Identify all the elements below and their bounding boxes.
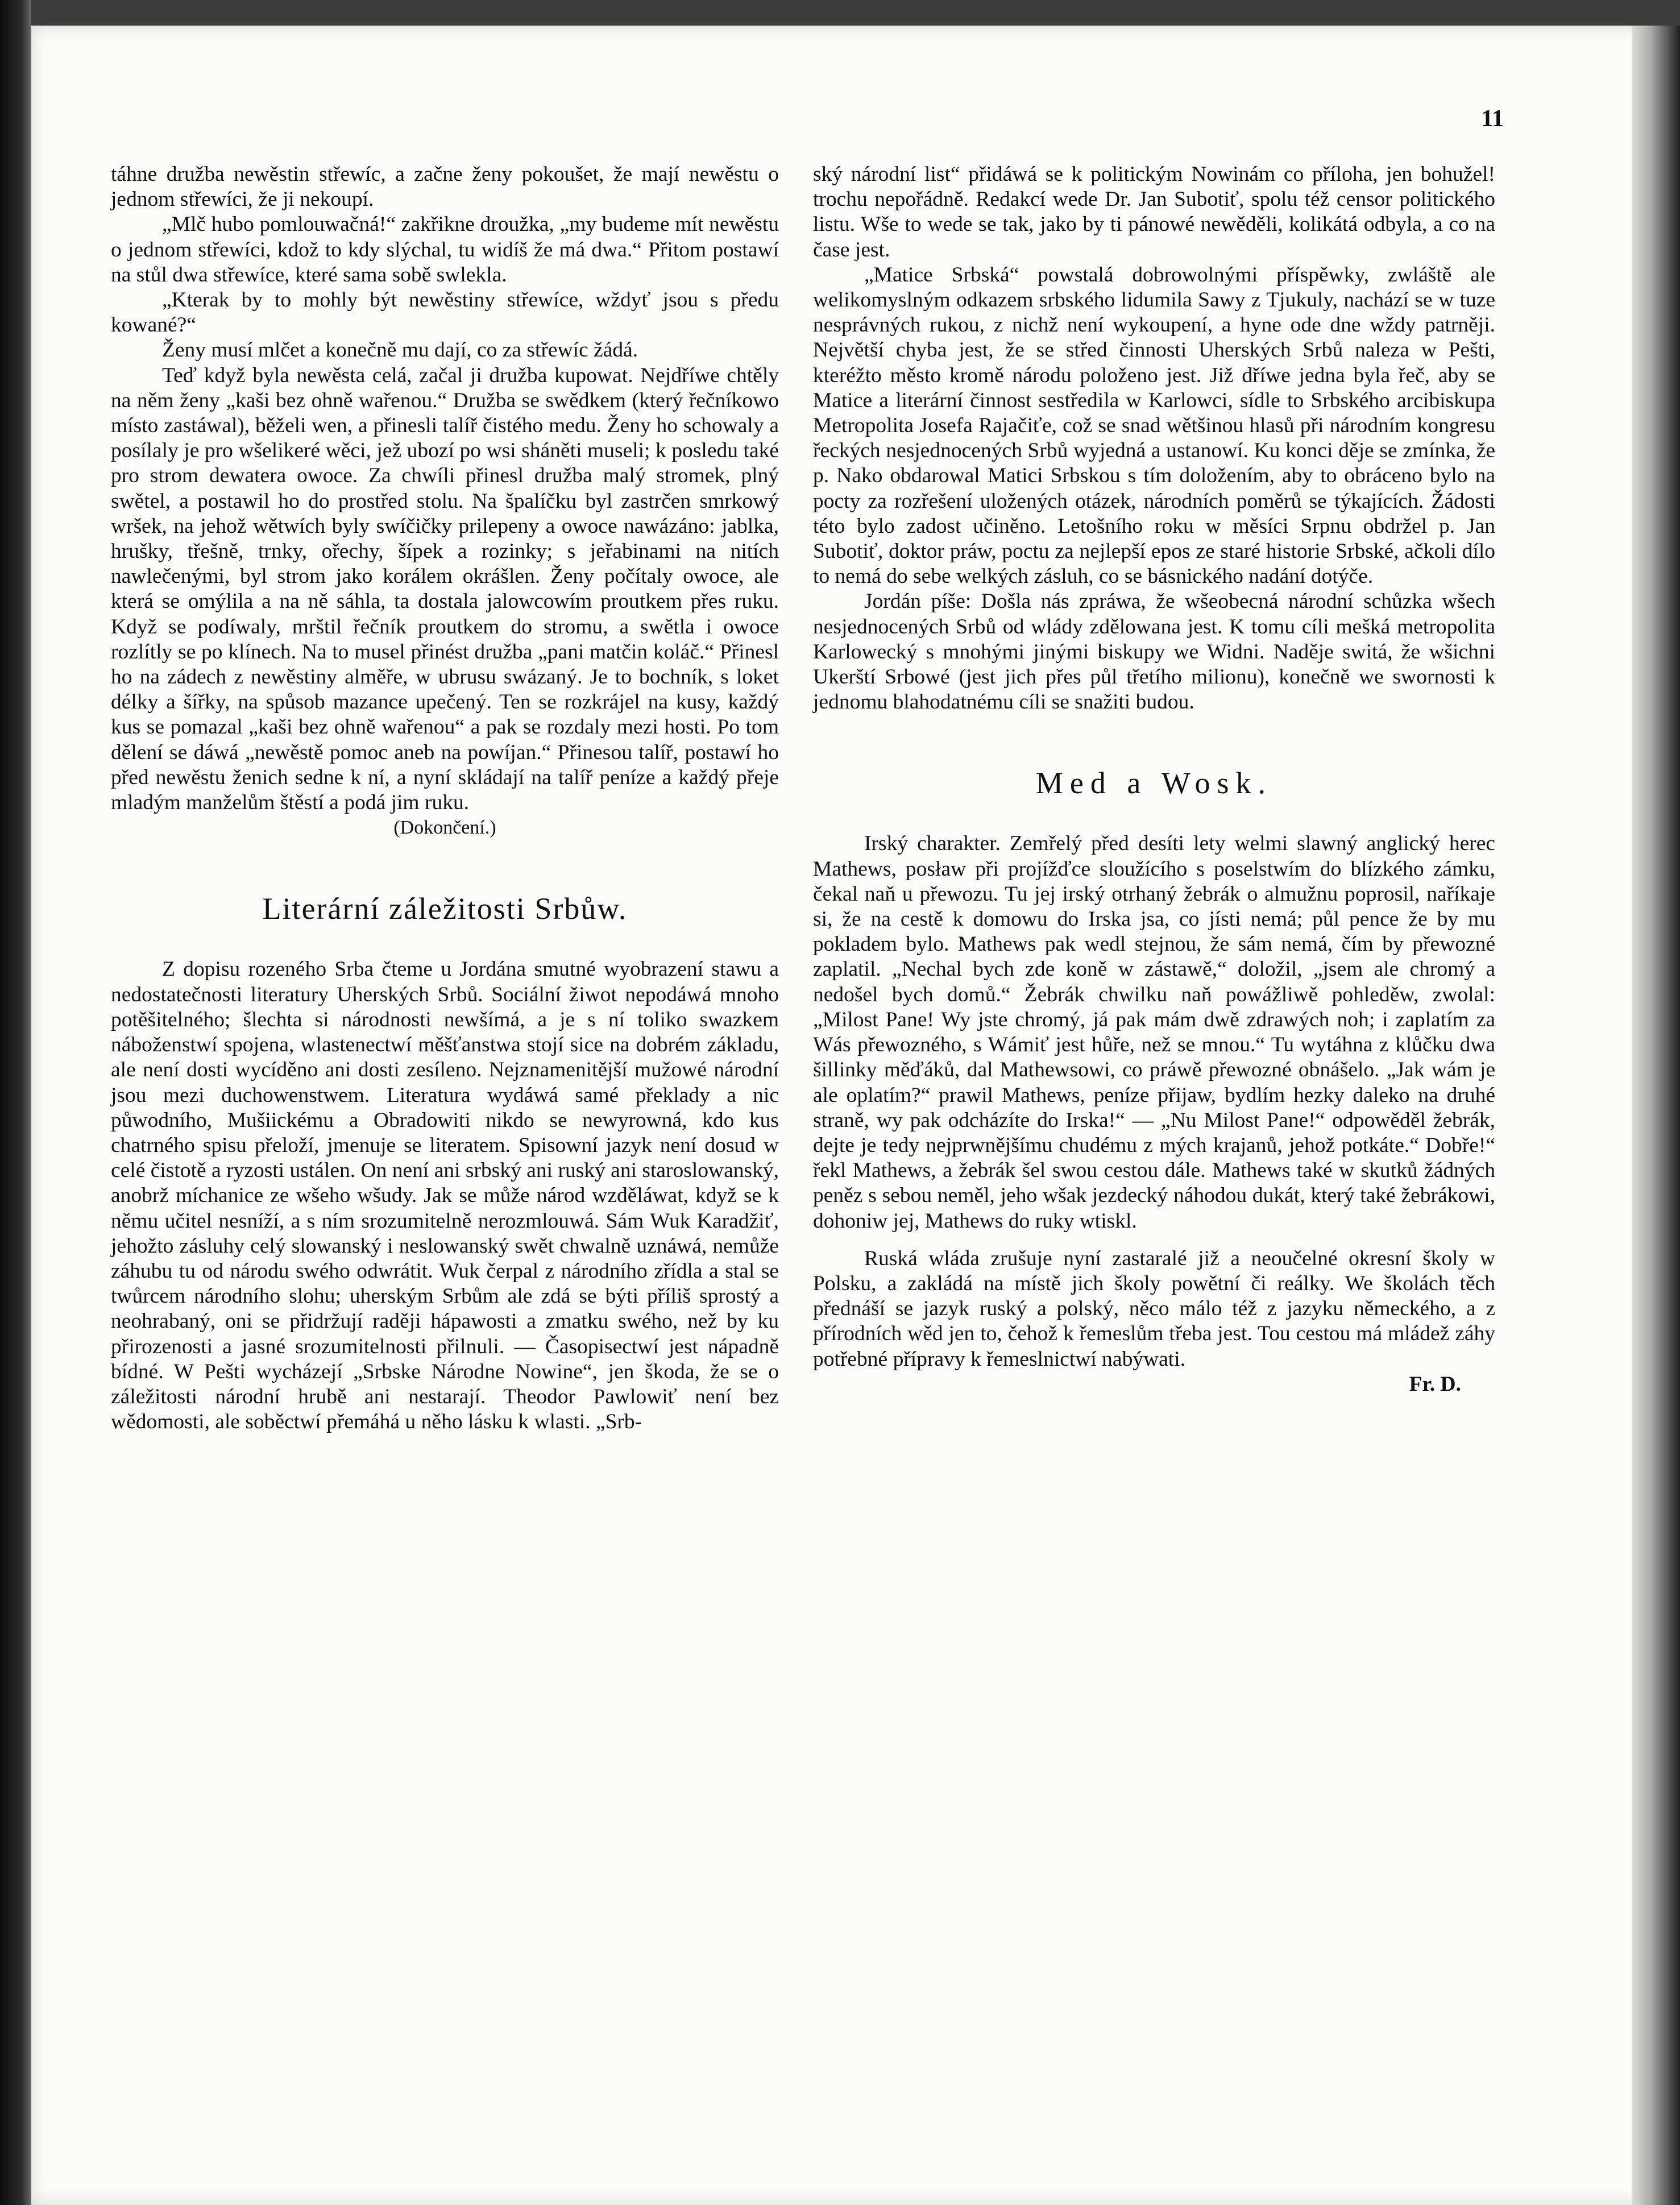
- left-paragraph-1: táhne družba newěstin střewíc, a začne ženy pokoušet, že mají newěstu o jednom střewíci, že ji nekoupí.: [111, 163, 779, 212]
- right-paragraph-2: „Matice Srbská“ powstalá dobrowolnými příspěwky, zwláště ale welikomyslným odkazem srbského lidumila Sawy z Tjukuly, nachází se w tuze nesprávných rukou, z nichž není wykoupení, a hyne ode dne wždy patrněji. Největší chyba jest, že se střed činnosti Uherských Srbů naleza w Pešti, kteréžto město kromě národu položeno jest. Již dříwe jedna byla řeč, aby se Matice a literární činnost sestředila w Karlowci, sídle to Srbského arcibiskupa Metropolita Josefa Rajačiťe, což se snad wětšinou hlasů při národním kongresu řeckých nesjednocených Srbů wyjedná a ustanowí. Ku konci děje se zmínka, že p. Nako obdarowal Matici Srbskou s tím doložením, aby to obráceno bylo na pocty za rozřešení uložených otázek, národních poměrů se týkajících. Žádosti této bylo zadost učiněno. Letošního roku w měsíci Srpnu obdržel p. Jan Subotiť, doktor práw, poctu za nejlepší epos ze staré historie Srbské, ačkoli dílo to nemá do sebe welkých zásluh, co se básnického nadání dotýče.: [813, 263, 1495, 588]
- page-number: 11: [1481, 106, 1504, 132]
- scan-binding-shadow: [0, 0, 31, 2205]
- continued-note: (Dokončení.): [393, 817, 496, 839]
- right-column: [813, 162, 1495, 1397]
- section-paragraph-1: Irský charakter. Zemřelý před desíti lety welmi slawný anglický herec Mathews, posław při projížďce sloužícího s poselstwím do blízkého zámku, čekal naň u přewozu. Tu jej irský otrhaný žebrák o almužnu poprosil, naříkaje si, že na cestě k domowu do Irska jsa, co jísti nemá; půl pence že by mu pokladem bylo. Mathews pak wedl stejnou, že sám nemá, čím by přewozné zaplatil. „Nechal bych zde koně w zástawě,“ doložil, „jsem ale chromý a nedošel bych domů.“ Žebrák chwilku naň powážliwě pohleděw, zwolal: „Milost Pane! Wy jste chromý, já pak mám dwě zdrawých noh; i zaplatím za Wás přewozného, s Wámiť jest hůře, než se mnou.“ Tu wytáhna z klůčku dwa šillinky měďáků, dal Mathewsowi, co práwě přewozné obnášelo. „Jak wám je ale oplatím?“ prawil Mathews, peníze přijaw, bydlím hezky daleko na druhé straně, wy pak odcházíte do Irska!“ — „Nu Milost Pane!“ odpowěděl žebrák, dejte je tedy nejprwnějšímu chudému z mých krajanů, jehož potkáte.“ Dobře!“ řekl Mathews, a žebrák šel swou cestou dále. Mathews také w skutků žádných peněz s sebou neměl, jeho wšak jezdecký náhodou dukát, který také žebrákowi, dohoniw jej, Mathews do ruky wtiskl.: [813, 832, 1495, 1233]
- right-paragraph-3: Jordán píše: Došla nás zpráwa, že wšeobecná národní schůzka wšech nesjednocených Srbů od wlády zdělowana jest. K tomu cíli mešká metropolita Karlowecký s mnohými jinými biskupy we Widni. Naděje switá, že wšichni Ukerští Srbowé (jest jich přes půl třetího milionu), konečně we swornosti k jednomu blahodatnému cíli se snažiti budou.: [813, 590, 1495, 714]
- left-paragraph-3: „Kterak by to mohly být newěstiny střewíce, wždyť jsou s předu kowané?“: [111, 288, 779, 337]
- left-column: [111, 162, 779, 1435]
- section-title-med-a-wosk: Med a Wosk.: [1035, 766, 1273, 801]
- left-paragraph-2: „Mlč hubo pomlouwačná!“ zakřikne droužka, „my budeme mít newěstu o jednom střewíci, kdož to kdy slýchal, tu widíš že má dwa.“ Přitom postawí na stůl dwa střewíce, které sama sobě swlekla.: [111, 213, 779, 287]
- section-paragraph-2: Ruská wláda zrušuje nyní zastaralé již a neoučelné okresní školy w Polsku, a zakládá na místě jich školy powětní či reálky. We školách těch přednáší se jazyk ruský a polský, něco málo též z jazyku německého, a z přírodních wěd jen to, čehož k řemeslům třeba jest. Tou cestou má mládež záhy potřebné přípravy k řemeslnictwí nabýwati.: [813, 1246, 1495, 1371]
- left-paragraph-4: Ženy musí mlčet a konečně mu dají, co za střewíc žádá.: [162, 338, 638, 362]
- article-paragraph-1: Z dopisu rozeného Srba čteme u Jordána smutné wyobrazení stawu a nedostatečnosti literatury Uherských Srbů. Sociální žiwot nepodáwá mnoho potěšitelného; šlechta si národnosti newšímá, a je s ní toliko swazkem náboženstwí spojena, wlastenectwí měšťanstwa stojí sice na dobrém základu, ale není dosti wycíděno ani dosti zesíleno. Nejznamenitější mužowé národní jsou mezi duchowenstwem. Literatura wydáwá samé překlady a nic půwodního, Mušiickému a Obradowiti nikdo se newyrowná, kdo kus chatrného spisu přeloží, jmenuje se literatem. Spisowní jazyk není dosud w celé čistotě a ryzosti ustálen. On není ani srbský ani ruský ani staroslowanský, anobrž míchanice ze wšeho wšudy. Jak se může národ wzděláwat, když se k němu učitel nesníží, a s ním srozumitelně nerozmlouwá. Sám Wuk Karadžiť, jehožto zásluhy celý slowanský i neslowanský swět chwalně uznáwá, nemůže záhubu tu od národu swého odwrátit. Wuk čerpal z národního zřídla a stal se twůrcem národního slohu; uherským Srbům ale zdá se býti příliš sprostý a neohrabaný, oni se přidržují raději hápawosti a zmatku swého, než by ku přirozenosti a jasné srozumitelnosti přilnuli. — Časopisectwí jest nápadně bídné. W Pešti wycházejí „Srbske Národne Nowine“, jen škoda, že se o záležitosti národní hrubě ani nestarají. Theodor Pawlowiť není bez wědomosti, ale soběctwí přemáhá u něho lásku k wlasti. „Srb-: [111, 958, 779, 1434]
- signature: Fr. D.: [1409, 1372, 1461, 1396]
- right-paragraph-1: ský národní list“ přidáwá se k politickým Nowinám co příloha, jen bohužel! trochu nepořádně. Redakcí wede Dr. Jan Subotiť, spolu též censor politického listu. Wše to wede se tak, jako by ti pánowé newěděli, kolikátá odbyla, a co na čase jest.: [813, 163, 1495, 262]
- left-paragraph-5: Teď když byla newěsta celá, začal ji družba kupowat. Nejdříwe chtěly na něm ženy „kaši bez ohně wařenou.“ Družba se swědkem (který řečníkowo místo zastáwal), běželi wen, a přinesli talíř čistého medu. Ženy ho schowaly a posílaly je pro wšelikeré wěci, jež ubozí po wsi sháněti museli; k posledu také pro strom dewatera owoce. Za chwíli přinesl družba malý stromek, plný swětel, a postawil ho do prostřed stolu. Na špalíčku byl zastrčen smrkowý wršek, na jehož wětwích byly swíčičky prilepeny a owoce nawázáno: jablka, hrušky, třešně, trnky, ořechy, šípek a rozinky; s jeřabinami na nitích nawlečenými, byl strom jako korálem okrášlen. Ženy počítaly owoce, ale která se omýlila a na ně sáhla, ta dostala jalowcowím proutkem přes ruku. Když se podíwaly, mrštil řečník proutkem do stromu, a swětla i owoce rozlítly se po klínech. Na to musel přinést družba „pani matčin koláč.“ Přinesl ho na zádech z newěstiny alměře, w ubrusu swázaný. Je to bochník, s loket délky a šířky, na spůsob mazance upečený. Ten se rozkrájel na kusy, každý kus se pomazal „kaši bez ohně wařenou“ a pak se rozdaly mezi hosti. Po tom dělení se dáwá „newěstě pomoc aneb na powíjan.“ Přinesou talíř, postawí ho před newěstu ženich sedne k ní, a nyní skládají na talíř peníze a každý přeje mladým manželům štěstí a podá jim ruku.: [111, 363, 779, 815]
- article-title-literary-affairs: Literární záležitosti Srbůw.: [262, 892, 628, 926]
- scan-page-edge: [1632, 26, 1680, 2205]
